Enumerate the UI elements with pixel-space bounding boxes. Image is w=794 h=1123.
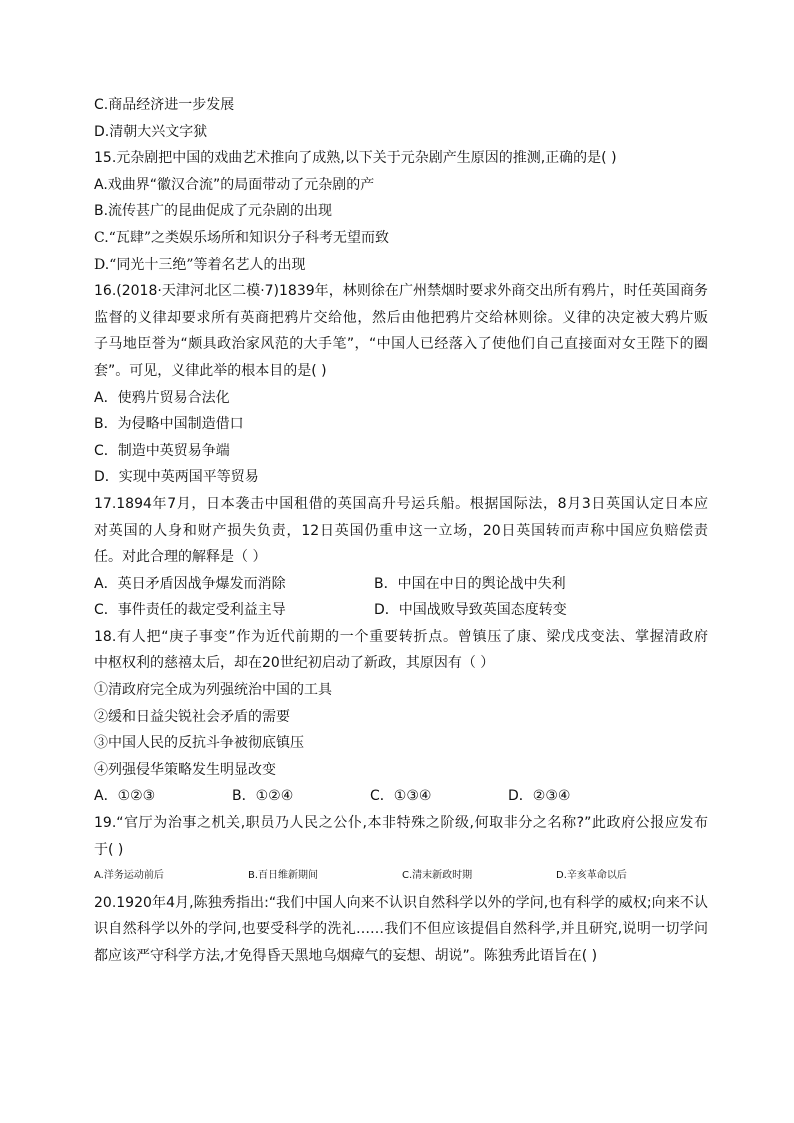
q18-item-1: ①清政府完全成为列强统治中国的工具 (94, 682, 332, 699)
q18-stem-line-1: 18.有人把“庚子事变”作为近代前期的一个重要转折点。曾镇压了康、梁戊戌变法、掌握清政府 (94, 628, 708, 645)
q16-stem-line-2: 监督的义律却要求所有英商把鸦片交给他，然后由他把鸦片交给林则徐。义律的决定被大鸦片贩 (94, 309, 708, 326)
q16-option-c: C．制造中英贸易争端 (94, 442, 230, 459)
q15-stem: 15.元杂剧把中国的戏曲艺术推向了成熟,以下关于元杂剧产生原因的推测,正确的是( ) (94, 150, 617, 167)
exam-content (94, 92, 708, 970)
q18-item-3: ③中国人民的反抗斗争被彻底镇压 (94, 735, 304, 752)
q18-option-c: C．①③④ (370, 788, 432, 805)
q19-stem-line-2: 于( ) (94, 841, 124, 858)
q17-stem-line-2: 对英国的人身和财产损失负责，12日英国仍重申这一立场，20日英国转而声称中国应负赔偿责 (94, 522, 708, 539)
q20-stem-line-1: 20.1920年4月,陈独秀指出:“我们中国人向来不认识自然科学以外的学问,也有科学的威权;向来不认 (94, 894, 708, 911)
q15-option-a: A.戏曲界“徽汉合流”的局面带动了元杂剧的产 (94, 176, 375, 193)
q15-option-c: C.“瓦肆”之类娱乐场所和知识分子科考无望而致 (94, 229, 389, 246)
q20-stem-line-3: 都应该严守科学方法,才免得昏天黑地乌烟瘴气的妄想、胡说”。陈独秀此语旨在( ) (94, 948, 598, 964)
q17-stem-line-3: 任。对此合理的解释是（ ） (94, 549, 267, 566)
q16-stem-line-3: 子马地臣誉为“颇具政治家风范的大手笔”，“中国人已经落入了使他们自己直接面对女王陛下的圈 (94, 336, 708, 353)
q20-stem-line-2: 识自然科学以外的学问,也要受科学的洗礼……我们不但应该提倡自然科学,并且研究,说明一切学问 (94, 921, 708, 938)
q16-option-b: B．为侵略中国制造借口 (94, 416, 244, 433)
q17-option-a: A．英日矛盾因战争爆发而消除 (94, 575, 286, 592)
q19-option-c: C.清末新政时期 (402, 870, 473, 882)
q18-item-4: ④列强侵华策略发生明显改变 (94, 761, 276, 778)
q16-option-a: A．使鸦片贸易合法化 (94, 389, 230, 406)
q19-option-d: D.辛亥革命以后 (556, 870, 627, 882)
q14-option-c: C.商品经济进一步发展 (94, 97, 235, 113)
q17-option-b: B．中国在中日的舆论战中失利 (374, 575, 566, 592)
q14-option-d: D.清朝大兴文字狱 (94, 123, 208, 140)
q16-stem-line-4: 套”。可见，义律此举的根本目的是( ) (94, 362, 327, 379)
q18-option-a: A．①②③ (94, 788, 156, 805)
q19-option-b: B.百日维新期间 (248, 870, 319, 882)
q18-stem-line-2: 中枢权利的慈禧太后，却在20世纪初启动了新政，其原因有（ ） (94, 655, 495, 672)
q18-options-row (94, 783, 708, 810)
q19-options-row (94, 863, 708, 890)
q19-stem-line-1: 19.“官厅为治事之机关,职员乃人民之公仆,本非特殊之阶级,何取非分之名称?”此政府公报应发布 (94, 815, 708, 832)
q17-option-c: C．事件责任的裁定受利益主导 (94, 602, 286, 619)
q18-option-d: D．②③④ (508, 788, 571, 805)
q15-option-b: B.流传甚广的昆曲促成了元杂剧的出现 (94, 203, 333, 220)
q16-stem-line-1: 16.(2018·天津河北区二模·7)1839年，林则徐在广州禁烟时要求外商交出所有鸦片，时任英国商务 (94, 283, 708, 300)
q16-option-d: D．实现中英两国平等贸易 (94, 469, 259, 486)
q17-option-d: D．中国战败导致英国态度转变 (374, 602, 567, 619)
q15-option-d: D.“同光十三绝”等着名艺人的出现 (94, 256, 306, 273)
q18-item-2: ②缓和日益尖锐社会矛盾的需要 (94, 708, 290, 725)
q17-options-row-2 (94, 597, 708, 624)
q18-option-b: B．①②④ (232, 788, 294, 805)
q17-stem-line-1: 17.1894年7月，日本袭击中国租借的英国高升号运兵船。根据国际法，8月3日英国认定日本应 (94, 495, 708, 512)
q19-option-a: A.洋务运动前后 (94, 870, 164, 882)
q17-options-row-1 (94, 571, 708, 598)
